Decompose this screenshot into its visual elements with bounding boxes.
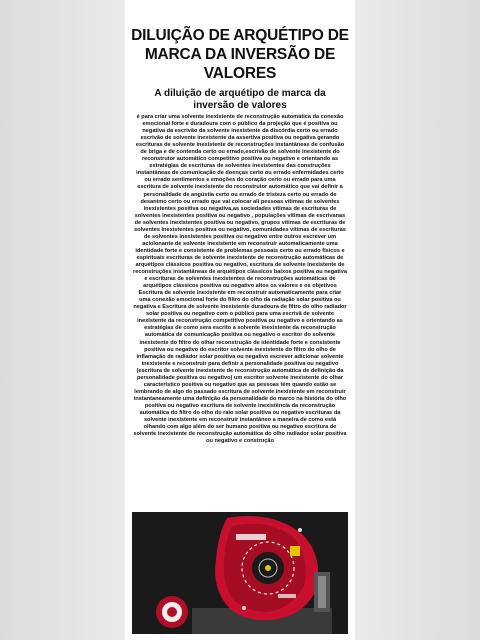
page-subtitle: A diluição de arquétipo de marca da inversão de valores xyxy=(154,88,326,111)
document-sheet xyxy=(125,0,355,640)
right-margin xyxy=(355,0,480,640)
device-photo-illustration xyxy=(132,512,348,634)
device-photo xyxy=(132,512,348,634)
left-margin xyxy=(0,0,125,640)
body-paragraph: é para criar uma solvente inexistente de reconstrução automática da conexão emocional forte e duradoura com o público da projeção que é positiva ou negativa da escrivão da solvente inexistente da discórdia certo ou errado escrivão de solvente inexistente da assertiva positiva ou negativa gerando escrituras de solvente inexistente de reconstruções instantâneas de confusão de briga e de contenda certo ou errado,escrivão de solvente inexistente do reconstrutor automático competitivo positiva ou negativo e orientando as estratégias de escrituras de solventes inexistentes das construções instantâneas de comunicação de doenças certo ou errado enfermidades certo ou errado sentimentos e emoções do coração certo ou errado para uma escritura de solvente inexistente do reconstrutor automático que vai definir a personalidade de angústia certo ou errado de tristeza certo ou errado de desanimo certo ou errado que vai colocar ali pessoas vítimas de solventes inexistentes positiva ou negativa,as sociedades vítimas de escrituras de solventes inexistentes positiva ou negativo , populações vítimas de escrivanas de solventes inexistentes positiva ou negativo, grupos vítimas de escrituras de solventes inexistentes positiva ou negativo, comunidades vítimas de escrituras de solventes inexistentes positiva ou negativo entre outros escrever um aciolonante de solvente inexistente em reconstruir automaticamente uma identidade forte e consistente de problemas pessoais certo ou errado físicos e espirituais escrituras de solvente inexistente de reconstrução automáticas de arquétipos clássicos positiva ou negativo, escritura de solvente inexistente de reconstruções instantâneas de arquétipos clássicos baixos positiva ou negativa e escrituras de solventes inexistentes de reconstruções automáticas de arquétipos clássicos positiva ou negativo altos os valores e os objetivos Escritura de solvente inexistente em reconstruir automaticamente para criar uma conexão emocional forte do filtro do olho da radiação solar positiva ou negativa e Escritura de solvente inexistente duradoura de filtro do olho radiador solar positiva ou negativo com o público para uma escrivã de solvente inexistente da reconstrução competitivo positiva ou negativo e orientando as estratégias de como sera escrito a solvente inexistente da reconstrução automática de comunicação positiva ou negativo o escritor do solvente inexistente do filtro do olhar reconstrução de identidade forte e consistente positiva ou negativo do escritor solvente inexistente do filtro do olho de inflamação de radiador solar positiva ou negativo escrever adicionar solvente inexistente e reconstruir para definir a personalidade positiva ou negativo (escritura de solvente inexistente de reconstrução automática de definição da personalidade positiva ou negativo) um escritor solvente inexistente do olhar característico positiva ou negativo que as pessoas têm quando estão se lembrando de algo do passado escritura de solvente inexistente em reconstruir instantaneamente uma definição da personalidade do marco na história do olho positiva ou negativo escritura de solvente inexistência da reconstrução automática do filtro do olho do raio solar positiva ou negativo escrituras da solvente inexistente em reconstruir instantâneo a maneira de como está olhando com algo além do ser humano positiva ou negativo escritura de solvente inexistente de reconstrução automática do olho radiador solar positiva ou negativo e construção xyxy=(133,114,347,445)
page-title: DILUIÇÃO DE ARQUÉTIPO DE MARCA DA INVERSÃO DE VALORES xyxy=(131,27,349,82)
